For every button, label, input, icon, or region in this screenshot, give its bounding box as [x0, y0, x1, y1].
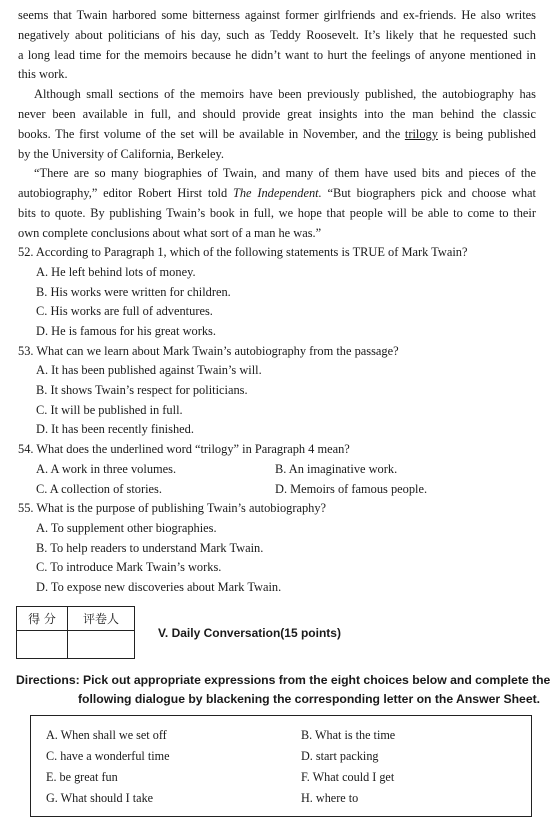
directions-line: following dialogue by blackening the corresponding letter on the Answer Sheet.	[78, 692, 541, 706]
passage-text: books. The first volume of the set will be available in November, and the	[18, 127, 405, 141]
answer-option: B. An imaginative work.	[275, 462, 398, 476]
grader-cell[interactable]	[68, 631, 135, 659]
answer-option: D. To expose new discoveries about Mark Twain.	[36, 580, 282, 594]
answer-option: A. A work in three volumes.	[36, 462, 177, 476]
passage-line: by the University of California, Berkeley.	[18, 147, 224, 161]
score-table	[16, 606, 135, 659]
answer-option: A. He left behind lots of money.	[36, 265, 196, 279]
answer-option: C. It will be published in full.	[36, 403, 183, 417]
question-stem: 54. What does the underlined word “trilogy” in Paragraph 4 mean?	[18, 442, 350, 456]
underlined-word-trilogy: trilogy	[404, 127, 438, 141]
grader-label: 评卷人	[68, 607, 135, 631]
passage-line: negatively about politicians of his day, such as Teddy Roosevelt. It’s likely that he requested such	[18, 28, 536, 42]
passage-line: Although small sections of the memoirs have been previously published, the autobiography has	[34, 87, 536, 101]
choice-item: C. have a wonderful time	[46, 749, 170, 763]
passage-line: seems that Twain harbored some bitterness against former girlfriends and ex-friends. He also writes	[18, 8, 536, 22]
choices-box	[30, 715, 532, 817]
passage-line: a long lead time for the memoirs because he didn’t want to hurt the feelings of anyone mentioned in	[18, 48, 536, 62]
score-cell[interactable]	[17, 631, 68, 659]
choice-item: H. where to	[301, 791, 359, 805]
choice-item: D. start packing	[301, 749, 379, 763]
answer-option: D. Memoirs of famous people.	[275, 482, 428, 496]
answer-option: B. His works were written for children.	[36, 285, 231, 299]
answer-option: B. To help readers to understand Mark Twain.	[36, 541, 264, 555]
question-stem: 55. What is the purpose of publishing Twain’s autobiography?	[18, 501, 327, 515]
newspaper-title: The Independent.	[232, 186, 322, 200]
passage-text: autobiography,” editor Robert Hirst told	[18, 186, 233, 200]
answer-option: A. It has been published against Twain’s will.	[36, 363, 262, 377]
choice-item: A. When shall we set off	[46, 728, 167, 742]
directions-line: Directions: Pick out appropriate expressions from the eight choices below and complete the	[16, 673, 550, 687]
passage-text: “But biographers pick and choose what	[321, 186, 536, 200]
answer-option: D. It has been recently finished.	[36, 422, 194, 436]
choice-item: G. What should I take	[46, 791, 154, 805]
passage-line	[18, 184, 536, 203]
answer-option: D. He is famous for his great works.	[36, 324, 216, 338]
answer-option: C. To introduce Mark Twain’s works.	[36, 560, 222, 574]
passage-line: bits to quote. By publishing Twain’s book in full, we hope that people will be able to come to their	[18, 206, 536, 220]
question-stem: 53. What can we learn about Mark Twain’s autobiography from the passage?	[18, 344, 399, 358]
passage-line: this work.	[18, 67, 68, 81]
answer-option: C. His works are full of adventures.	[36, 304, 213, 318]
question-stem: 52. According to Paragraph 1, which of the following statements is TRUE of Mark Twain?	[18, 245, 468, 259]
choice-item: B. What is the time	[301, 728, 396, 742]
choice-item: F. What could I get	[301, 770, 395, 784]
answer-option: B. It shows Twain’s respect for politicians.	[36, 383, 248, 397]
answer-option: A. To supplement other biographies.	[36, 521, 217, 535]
passage-text: is being published	[437, 127, 536, 141]
score-label: 得 分	[17, 607, 68, 631]
passage-line	[18, 125, 536, 144]
choice-item: E. be great fun	[46, 770, 118, 784]
section-title: V. Daily Conversation(15 points)	[158, 626, 341, 640]
answer-option: C. A collection of stories.	[36, 482, 162, 496]
passage-line: “There are so many biographies of Twain, and many of them have used bits and pieces of the	[34, 166, 536, 180]
passage-line: never been available in full, and should provide great insights into the man behind the classic	[18, 107, 536, 121]
passage-line: own complete conclusions about what sort of a man he was.”	[18, 226, 322, 240]
